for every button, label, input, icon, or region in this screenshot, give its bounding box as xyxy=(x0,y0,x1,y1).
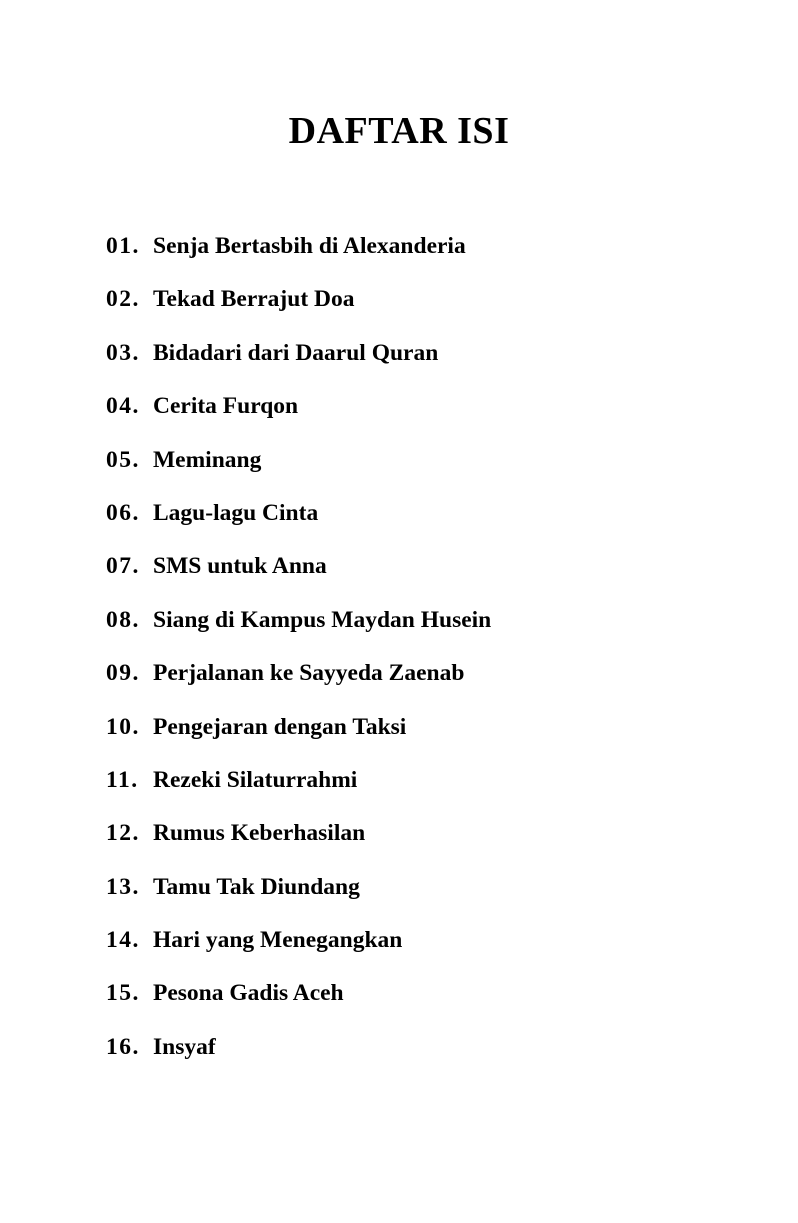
table-of-contents xyxy=(106,229,726,1083)
toc-item xyxy=(106,443,726,496)
toc-item-number: 08. xyxy=(106,606,140,633)
toc-item-number: 05. xyxy=(106,446,140,473)
toc-item xyxy=(106,229,726,282)
toc-item xyxy=(106,603,726,656)
toc-item-number: 07. xyxy=(106,553,140,580)
toc-item-number: 13. xyxy=(106,873,140,900)
toc-item-label: Pesona Gadis Aceh xyxy=(153,980,344,1007)
toc-item xyxy=(106,763,726,816)
toc-item-number: 14. xyxy=(106,927,140,954)
toc-item-label: Tamu Tak Diundang xyxy=(153,873,360,900)
toc-item-number: 15. xyxy=(106,980,140,1007)
toc-item-label: Rumus Keberhasilan xyxy=(153,820,366,847)
toc-item-number: 10. xyxy=(106,713,140,740)
toc-item-label: Tekad Berrajut Doa xyxy=(153,286,355,313)
toc-item-label: Pengejaran dengan Taksi xyxy=(153,713,407,740)
toc-item-label: Perjalanan ke Sayyeda Zaenab xyxy=(153,660,465,687)
toc-item-label: Insyaf xyxy=(153,1033,216,1060)
toc-item-label: Lagu-lagu Cinta xyxy=(153,499,319,526)
toc-item xyxy=(106,549,726,602)
toc-item-number: 06. xyxy=(106,499,140,526)
toc-item-label: Rezeki Silaturrahmi xyxy=(153,766,358,793)
toc-item-label: Cerita Furqon xyxy=(153,393,299,420)
toc-item-number: 12. xyxy=(106,820,140,847)
toc-item xyxy=(106,710,726,763)
toc-item-number: 01. xyxy=(106,233,140,259)
toc-item xyxy=(106,496,726,549)
toc-item xyxy=(106,389,726,442)
toc-item-number: 04. xyxy=(106,393,140,420)
toc-item xyxy=(106,656,726,709)
toc-item-label: Siang di Kampus Maydan Husein xyxy=(153,606,492,633)
toc-item xyxy=(106,923,726,976)
toc-item-label: SMS untuk Anna xyxy=(153,553,327,580)
toc-item xyxy=(106,1030,726,1083)
toc-item-label: Meminang xyxy=(153,446,262,473)
toc-item-number: 16. xyxy=(106,1033,140,1060)
toc-item-number: 02. xyxy=(106,286,140,313)
toc-item-number: 11. xyxy=(106,766,139,793)
toc-item-label: Senja Bertasbih di Alexanderia xyxy=(153,233,466,259)
toc-item xyxy=(106,816,726,869)
toc-item xyxy=(106,976,726,1029)
toc-item-label: Hari yang Menegangkan xyxy=(153,927,403,954)
toc-item xyxy=(106,870,726,923)
page-title: DAFTAR ISI xyxy=(288,110,510,152)
toc-item xyxy=(106,282,726,335)
toc-item xyxy=(106,336,726,389)
toc-item-number: 09. xyxy=(106,660,140,687)
toc-item-label: Bidadari dari Daarul Quran xyxy=(153,339,439,366)
toc-item-number: 03. xyxy=(106,339,140,366)
